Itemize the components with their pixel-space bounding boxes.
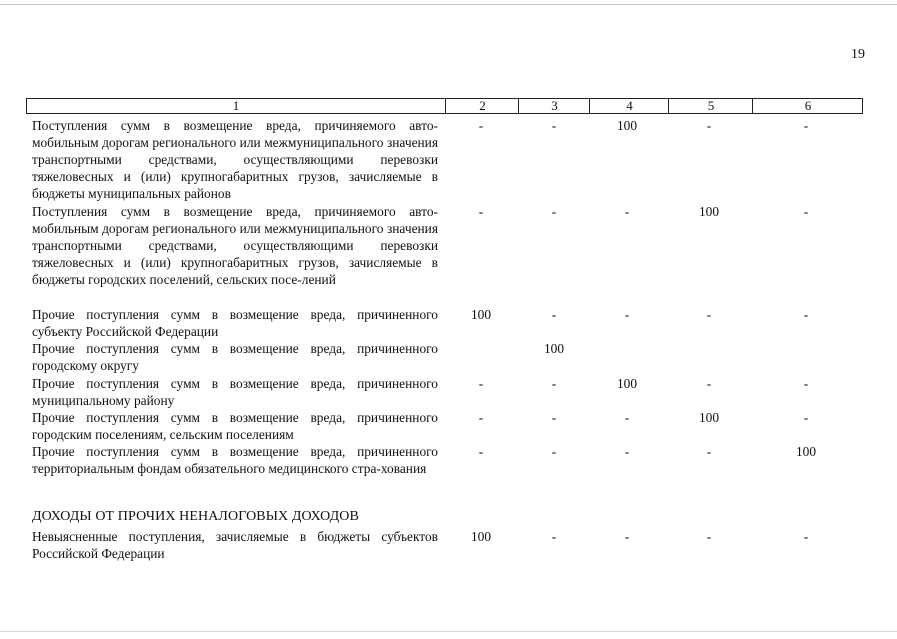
row-description: Поступления сумм в возмещение вреда, причиняемого авто-мобильным дорогам регионального или межмуниципального значения транспортными средствами, осуществляющими перевозки тяжеловесных и (или) крупногабаритных грузов, зачисляемые в бюджеты муниципальных районов: [32, 118, 438, 202]
header-col-6: 6: [752, 99, 863, 113]
row-description: Прочие поступления сумм в возмещение вреда, причиненного территориальным фондам обязательного медицинского стра-хования: [32, 444, 438, 477]
row-value-col-2: -: [478, 118, 484, 133]
row-value-col-2: 100: [470, 529, 492, 544]
row-value-col-3: -: [551, 118, 557, 133]
row-value-col-5: -: [706, 376, 712, 391]
row-value-col-5: -: [706, 529, 712, 544]
row-description: Прочие поступления сумм в возмещение вреда, причиненного городскому округу: [32, 341, 438, 374]
scan-edge-top: [0, 4, 897, 5]
row-value-col-4: 100: [616, 118, 638, 133]
row-value-col-6: -: [803, 118, 809, 133]
row-value-col-4: -: [624, 529, 630, 544]
row-value-col-4: 100: [616, 376, 638, 391]
row-value-col-4: -: [624, 444, 630, 459]
row-value-col-4: -: [624, 204, 630, 219]
section-heading: ДОХОДЫ ОТ ПРОЧИХ НЕНАЛОГОВЫХ ДОХОДОВ: [32, 509, 359, 524]
row-value-col-2: [451, 340, 511, 357]
header-col-1: 1: [232, 98, 240, 113]
header-col-2: 2: [445, 99, 519, 113]
row-value-col-4: [597, 340, 657, 357]
header-col-3: 3: [518, 99, 590, 113]
row-value-col-2: -: [478, 204, 484, 219]
header-col-5: 5: [668, 99, 753, 113]
row-value-col-5: -: [706, 307, 712, 322]
table-header: [26, 98, 863, 114]
row-value-col-6: -: [803, 307, 809, 322]
row-value-col-6: -: [803, 410, 809, 425]
row-description: Поступления сумм в возмещение вреда, причиняемого авто-мобильным дорогам регионального или межмуниципального значения транспортными средствами, осуществляющими перевозки тяжеловесных и (или) крупногабаритных грузов, зачисляемые в бюджеты городских поселений, сельских посе-лений: [32, 204, 438, 288]
row-value-col-3: -: [551, 444, 557, 459]
row-description: Прочие поступления сумм в возмещение вреда, причиненного городским поселениям, сельским поселениям: [32, 410, 438, 443]
row-value-col-3: 100: [543, 341, 565, 356]
row-value-col-5: -: [706, 118, 712, 133]
row-value-col-3: -: [551, 376, 557, 391]
row-value-col-6: -: [803, 529, 809, 544]
row-value-col-2: -: [478, 444, 484, 459]
row-value-col-2: 100: [470, 307, 492, 322]
row-description: Невыясненные поступления, зачисляемые в бюджеты субъектов Российской Федерации: [32, 529, 438, 562]
row-value-col-5: 100: [698, 204, 720, 219]
page-number: 19: [851, 47, 865, 62]
row-value-col-5: 100: [698, 410, 720, 425]
row-value-col-6: [776, 340, 836, 357]
row-value-col-4: -: [624, 307, 630, 322]
scan-edge-bottom: [0, 631, 897, 632]
row-value-col-5: -: [706, 444, 712, 459]
row-value-col-2: -: [478, 376, 484, 391]
row-value-col-6: -: [803, 376, 809, 391]
row-value-col-3: -: [551, 204, 557, 219]
header-col-4: 4: [589, 99, 669, 113]
row-description: Прочие поступления сумм в возмещение вреда, причиненного муниципальному району: [32, 376, 438, 409]
row-description: Прочие поступления сумм в возмещение вреда, причиненного субъекту Российской Федерации: [32, 307, 438, 340]
row-value-col-3: -: [551, 307, 557, 322]
row-value-col-4: -: [624, 410, 630, 425]
row-value-col-2: -: [478, 410, 484, 425]
row-value-col-6: -: [803, 204, 809, 219]
row-value-col-6: 100: [795, 444, 817, 459]
row-value-col-5: [679, 340, 739, 357]
row-value-col-3: -: [551, 410, 557, 425]
row-value-col-3: -: [551, 529, 557, 544]
